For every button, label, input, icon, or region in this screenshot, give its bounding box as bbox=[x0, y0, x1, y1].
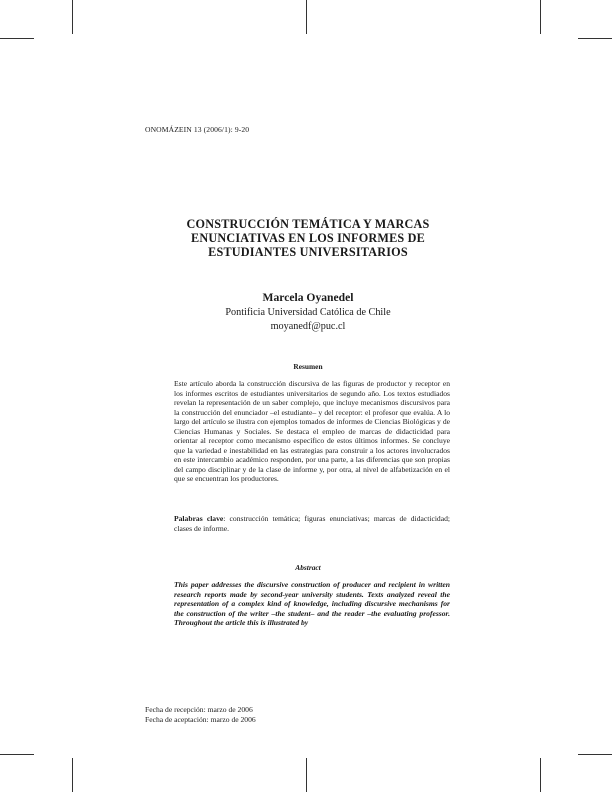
resumen-text: Este artículo aborda la construcción discursiva de las figuras de productor y receptor en los informes escritos de estudiantes universitarios de segundo año. Los textos estudiados revelan la representación de un saber complejo, que incluye mecanismos discursivos para la construcción del enunciador –el estudiante– y del receptor: el profesor que evalúa. A lo largo del artículo se ilustra con ejemplos tomados de informes de Ciencias Biológicas y de Ciencias Humanas y Sociales. Se destaca el empleo de marcas de didacticidad para orientar al receptor como mecanismo específico de estos últimos informes. Se concluye que la variedad e inestabilidad en las estrategias para construir a los actores involucrados en este intercambio académico responden, por una parte, a las diferencias que son propias del campo disciplinar y de la clase de informe y, por otra, al nivel de alfabetización en el que se encuentran los productores. bbox=[174, 379, 450, 483]
accepted-date: Fecha de aceptación: marzo de 2006 bbox=[145, 715, 256, 724]
title-line: CONSTRUCCIÓN TEMÁTICA Y MARCAS bbox=[186, 217, 430, 231]
title-line: ENUNCIATIVAS EN LOS INFORMES DE bbox=[191, 231, 425, 245]
crop-mark-bottom-center bbox=[306, 758, 307, 792]
received-date: Fecha de recepción: marzo de 2006 bbox=[145, 705, 253, 714]
resumen-heading: Resumen bbox=[293, 362, 323, 371]
keywords-text: : construcción temática; figuras enunciativas; marcas de didacticidad; clases de informe. bbox=[174, 514, 450, 533]
crop-mark-bottom-left bbox=[72, 758, 73, 792]
crop-mark-left-top bbox=[0, 38, 34, 39]
article-title bbox=[150, 217, 466, 259]
abstract-heading: Abstract bbox=[295, 563, 321, 572]
title-line: ESTUDIANTES UNIVERSITARIOS bbox=[208, 245, 408, 259]
crop-mark-right-top bbox=[578, 38, 612, 39]
author-name: Marcela Oyanedel bbox=[262, 291, 354, 304]
author-email: moyanedf@puc.cl bbox=[270, 321, 346, 332]
keywords bbox=[174, 514, 450, 533]
author-affiliation: Pontificia Universidad Católica de Chile bbox=[225, 307, 391, 318]
crop-mark-top-center bbox=[306, 0, 307, 34]
crop-mark-top-right bbox=[540, 0, 541, 34]
submission-dates bbox=[145, 705, 256, 725]
crop-mark-left-bottom bbox=[0, 754, 34, 755]
abstract-text: This paper addresses the discursive construction of producer and recipient in written research reports made by second-year university students. Texts analyzed reveal the representation of a complex kind of knowledge, including discursive mechanisms for the construction of the writer –the student– and the reader –the evaluating professor. Throughout the article this is illustrated by bbox=[174, 580, 450, 627]
journal-reference: ONOMÁZEIN 13 (2006/1): 9-20 bbox=[145, 125, 250, 134]
keywords-label: Palabras clave bbox=[174, 514, 224, 523]
crop-mark-right-bottom bbox=[578, 754, 612, 755]
crop-mark-bottom-right bbox=[540, 758, 541, 792]
crop-mark-top-left bbox=[72, 0, 73, 34]
